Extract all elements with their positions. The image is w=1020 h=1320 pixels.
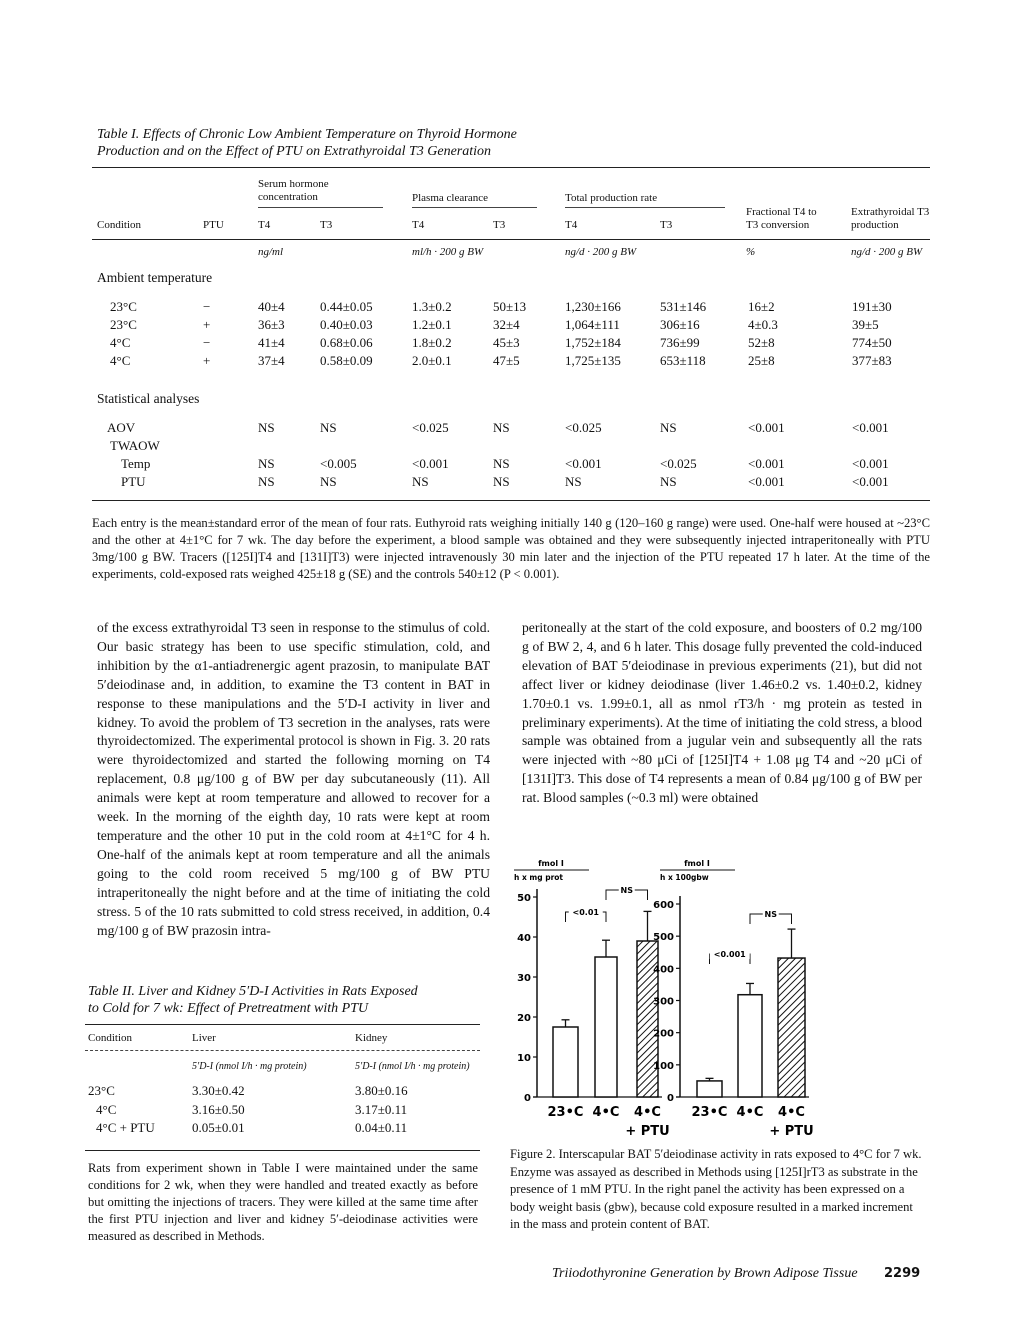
unit-clearance: ml/h · 200 g BW (412, 246, 484, 258)
table1-stat-cell: NS (660, 420, 677, 435)
table1-stat-cell: NS (660, 474, 677, 489)
table2-title-line2: to Cold for 7 wk: Effect of Pretreatment with PTU (88, 1001, 369, 1016)
table1-cell: 1,064±111 (565, 317, 620, 332)
unit-production: ng/d · 200 g BW (565, 246, 637, 258)
col-condition: Condition (97, 219, 142, 231)
table1-cell: 4°C (110, 353, 131, 368)
unit-extra: ng/d · 200 g BW (851, 246, 923, 258)
table2-cell: 0.04±0.11 (355, 1120, 408, 1135)
body-left-column: of the excess extrathyroidal T3 seen in response to the stimulus of cold. Our basic strategy has been to use specific stimulation, cold, and inhibition by the α1-antiadrenergic agent prazosin, to manipulate BAT 5′deiodinase and, in addition, to examine the T3 content in BAT in response to these manipulations and the 5′D-I activity in liver and kidney. To avoid the problem of T3 secretion in the analyses, rats were thyroidectomized. The experimental protocol is shown in Fig. 3. 20 rats were thyroidectomized and started the following morning on T4 replacement, 0.8 μg/100 g of BW per day subcutaneously (11). All animals were kept at room temperature and allowed to recover for a week. In the morning of the eighth day, 10 rats were kept at room temperature and the other 10 put in the cold room at 4±1°C for 4 h. One-half of the animals kept at room temperature and all the animals going to the cold room received 5 mg/100 g of BW PTU intraperitoneally the night before and at the time of initiating the cold stress. 5 of the 10 rats submitted to cold stress received, in addition, 0.4 mg/100 g of BW prazosin intra- (97, 620, 490, 938)
table1-cell: 653±118 (660, 353, 706, 368)
body-right-column: peritoneally at the start of the cold exposure, and boosters of 0.2 mg/100 g of BW 2, 4, and 6 h later. This dosage fully prevented the cold-induced elevation of BAT 5′deiodinase in previous experiments (21), but did not affect liver or kidney deiodinase (liver 1.46±0.2 vs. 1.40±0.2, kidney 1.70±0.1 vs. 1.99±0.1, all as nmol rT3/h · mg protein as tested in preliminary experiments). At the time of initiating the cold stress, a blood sample was obtained from a jugular vein and subsequently all the rats were injected with ~80 μCi of [125I]T4 + 1.08 μg T4 and ~20 μCi of [131I]T3. This dose of T4 represents a mean of 0.84 μg/100 g of BW per rat. Blood samples (~0.3 ml) were obtained (522, 620, 922, 806)
table1-top-rule (92, 167, 930, 168)
table1-stat-cell: PTU (121, 474, 146, 489)
col-serum-t4: T4 (258, 219, 271, 231)
table1-stat-cell: <0.001 (412, 456, 449, 471)
t2-unit-liver: 5′D-I (nmol I/h · mg protein) (192, 1061, 307, 1072)
x-tick-label: 4•C (778, 1105, 805, 1120)
table2-title-line1: Table II. Liver and Kidney 5′D-I Activities in Rats Exposed (88, 984, 418, 999)
table1-header-rule (92, 239, 930, 240)
section-ambient: Ambient temperature (97, 270, 213, 285)
table1-stat-cell: <0.025 (660, 456, 697, 471)
significance-label: <0.01 (572, 908, 599, 917)
x-tick-label: 4•C (736, 1105, 764, 1120)
table2-title (88, 983, 418, 1017)
bar-1 (595, 957, 617, 1097)
table1-stat-cell: <0.001 (565, 456, 602, 471)
col-prod-t3: T3 (660, 219, 673, 231)
table1-stat-cell: <0.001 (852, 456, 889, 471)
table1-stat-cell: NS (258, 420, 275, 435)
table1-footnote: Each entry is the mean±standard error of the mean of four rats. Euthyroid rats weighing initially 140 g (120–160 g range) were used. One-half were housed at ~23°C and the other at 4±1°C for 7 wk. The day before the experiment, a blood sample was obtained and they were subsequently injected intraperitoneally with PTU 3mg/100 g BW. Tracers ([125I]T4 and [131I]T3) were injected intravenously 30 min later and the injection of the PTU repeated 17 h later. At the time of the experiments, cold-exposed rats weighed 425±18 g (SE) and the controls 540±12 (P < 0.001). (92, 516, 930, 581)
unit-fractional: % (746, 246, 756, 258)
figure2-caption: Figure 2. Interscapular BAT 5′deiodinase activity in rats exposed to 4°C for 7 wk. Enzyme was assayed as described in Methods using [125I]rT3 as substrate in the presence of 1 mM PTU. In the right panel the activity has been expressed on a body weight basis (gbw), because cold exposure resulted in a marked increment in the mass and protein content of BAT. (510, 1147, 922, 1231)
section-stats: Statistical analyses (97, 391, 200, 406)
rule (85, 1050, 480, 1051)
table1-stat-cell: <0.001 (748, 456, 785, 471)
x-tick-sublabel: + PTU (769, 1124, 814, 1139)
bar-1 (738, 995, 762, 1097)
y-tick-label: 40 (517, 933, 531, 944)
table2-cell: 0.05±0.01 (192, 1120, 245, 1135)
significance-label: NS (620, 886, 633, 895)
y-tick-label: 400 (653, 964, 674, 976)
table1-cell: − (203, 335, 211, 350)
table1-stat-cell: TWAOW (110, 438, 160, 453)
table1-cell: + (203, 353, 211, 368)
table2-cell: 3.17±0.11 (355, 1102, 408, 1117)
table1-stat-cell: NS (493, 456, 510, 471)
col-extrathyroidal: Extrathyroidal T3 production (851, 206, 930, 231)
table1-cell: 2.0±0.1 (412, 353, 452, 368)
bar-2 (778, 958, 805, 1097)
table2-cell: 3.80±0.16 (355, 1083, 408, 1098)
bar-0 (697, 1081, 722, 1097)
y-tick-label: 50 (517, 893, 531, 904)
y-tick-label: 10 (517, 1053, 531, 1064)
y-tick-label: 500 (653, 932, 674, 944)
table1-cell: 774±50 (852, 335, 892, 350)
table1-stat-cell: <0.005 (320, 456, 357, 471)
y-tick-label: 0 (667, 1093, 674, 1104)
x-tick-label: 4•C (634, 1105, 661, 1120)
col-clear-t4: T4 (412, 219, 425, 231)
y-tick-label: 0 (524, 1093, 531, 1104)
table1-cell: 39±5 (852, 317, 879, 332)
table1-stat-cell: NS (320, 420, 337, 435)
rule (258, 207, 383, 208)
x-tick-label: 23•C (691, 1105, 728, 1120)
table1-cell: 0.40±0.03 (320, 317, 373, 332)
table2-cell: 3.30±0.42 (192, 1083, 245, 1098)
table1-cell: 4±0.3 (748, 317, 778, 332)
table1-stat-cell: <0.001 (748, 420, 785, 435)
rule (565, 207, 725, 208)
table1-stat-cell: NS (565, 474, 582, 489)
y-tick-label: 30 (517, 973, 531, 984)
x-tick-label: 4•C (592, 1105, 620, 1120)
table1-stat-cell: <0.001 (748, 474, 785, 489)
y-tick-label: 100 (653, 1060, 674, 1072)
table1-cell: 0.68±0.06 (320, 335, 373, 350)
page-number: 2299 (884, 1266, 921, 1281)
table2-cell: 4°C (96, 1102, 117, 1117)
table1-cell: 32±4 (493, 317, 520, 332)
table1-cell: 1,752±184 (565, 335, 621, 350)
table1-stat-cell: NS (258, 474, 275, 489)
col-serum-t3: T3 (320, 219, 333, 231)
table1-stat-cell: NS (493, 474, 510, 489)
table1-stat-cell: NS (258, 456, 275, 471)
table1-title (97, 126, 517, 160)
table1-cell: 4°C (110, 335, 131, 350)
table1-stat-cell: <0.001 (852, 474, 889, 489)
table1-cell: 1.2±0.1 (412, 317, 452, 332)
table1-cell: 191±30 (852, 299, 892, 314)
table1-cell: 23°C (110, 317, 137, 332)
y-tick-label: 300 (653, 996, 674, 1008)
y-tick-label: 20 (517, 1013, 531, 1024)
unit-serum: ng/ml (258, 246, 284, 258)
table1-cell: + (203, 317, 211, 332)
y-label-bottom: h x mg prot (514, 873, 563, 882)
table1-cell: 23°C (110, 299, 137, 314)
significance-label: <0.001 (713, 950, 746, 959)
table1-cell: 0.44±0.05 (320, 299, 373, 314)
y-label-top: fmol I (538, 859, 564, 868)
table1-cell: 306±16 (660, 317, 700, 332)
table1-cell: 40±4 (258, 299, 285, 314)
group-serum: Serum hormone concentration (258, 178, 329, 203)
table2-cell: 23°C (88, 1083, 115, 1098)
table2-cell: 3.16±0.50 (192, 1102, 245, 1117)
table1-stat-cell: NS (412, 474, 429, 489)
t2-col-liver: Liver (192, 1032, 216, 1044)
rule (412, 207, 537, 208)
table2-footnote: Rats from experiment shown in Table I were maintained under the same conditions for 2 wk, when they were handled and treated exactly as before but omitting the injections of tracers. They were killed at the same time after the first PTU injection and liver and kidney 5′-deiodinase activities were measured as described in Methods. (88, 1161, 478, 1243)
table2-bottom-rule (85, 1150, 480, 1151)
table1-cell: 37±4 (258, 353, 285, 368)
table1-cell: 25±8 (748, 353, 775, 368)
y-label-bottom: h x 100gbw (660, 873, 709, 882)
table1-cell: 1,230±166 (565, 299, 621, 314)
figure2-chart (500, 850, 830, 1150)
table1-title-line1: Table I. Effects of Chronic Low Ambient Temperature on Thyroid Hormone (97, 127, 517, 142)
table1-cell: 0.58±0.09 (320, 353, 373, 368)
table1-cell: 41±4 (258, 335, 285, 350)
table1-cell: − (203, 299, 211, 314)
t2-unit-kidney: 5′D-I (nmol I/h · mg protein) (355, 1061, 470, 1072)
table1-cell: 45±3 (493, 335, 520, 350)
table1-cell: 736±99 (660, 335, 700, 350)
group-clearance: Plasma clearance (412, 192, 489, 204)
table1-cell: 377±83 (852, 353, 892, 368)
y-tick-label: 200 (653, 1028, 674, 1040)
x-tick-label: 23•C (547, 1105, 584, 1120)
col-prod-t4: T4 (565, 219, 578, 231)
table2-top-rule (85, 1024, 480, 1025)
table1-cell: 52±8 (748, 335, 775, 350)
y-label-top: fmol I (684, 859, 710, 868)
col-clear-t3: T3 (493, 219, 506, 231)
table1-stat-cell: <0.025 (565, 420, 602, 435)
table1-bottom-rule (92, 500, 930, 501)
y-tick-label: 600 (653, 900, 674, 911)
significance-label: NS (764, 910, 777, 919)
bar-0 (553, 1027, 578, 1097)
table1-stat-cell: <0.025 (412, 420, 449, 435)
table1-cell: 16±2 (748, 299, 775, 314)
table1-title-line2: Production and on the Effect of PTU on Extrathyroidal T3 Generation (97, 144, 492, 159)
table1-stat-cell: NS (493, 420, 510, 435)
table2-cell: 4°C + PTU (96, 1120, 155, 1135)
table1-stat-cell: <0.001 (852, 420, 889, 435)
table1-cell: 1,725±135 (565, 353, 621, 368)
table1-cell: 50±13 (493, 299, 527, 314)
t2-col-condition: Condition (88, 1032, 133, 1044)
table1-cell: 36±3 (258, 317, 285, 332)
running-title: Triiodothyronine Generation by Brown Adipose Tissue (552, 1266, 858, 1281)
table1-cell: 1.8±0.2 (412, 335, 452, 350)
table1-stat-cell: NS (320, 474, 337, 489)
table1-cell: 531±146 (660, 299, 707, 314)
x-tick-sublabel: + PTU (625, 1124, 670, 1139)
col-ptu: PTU (203, 219, 224, 231)
group-production: Total production rate (565, 192, 658, 204)
table1-cell: 47±5 (493, 353, 520, 368)
col-fractional: Fractional T4 to T3 conversion (746, 206, 817, 231)
t2-col-kidney: Kidney (355, 1032, 388, 1044)
table1-stat-cell: AOV (107, 420, 136, 435)
table1-stat-cell: Temp (121, 456, 151, 471)
table1-cell: 1.3±0.2 (412, 299, 452, 314)
